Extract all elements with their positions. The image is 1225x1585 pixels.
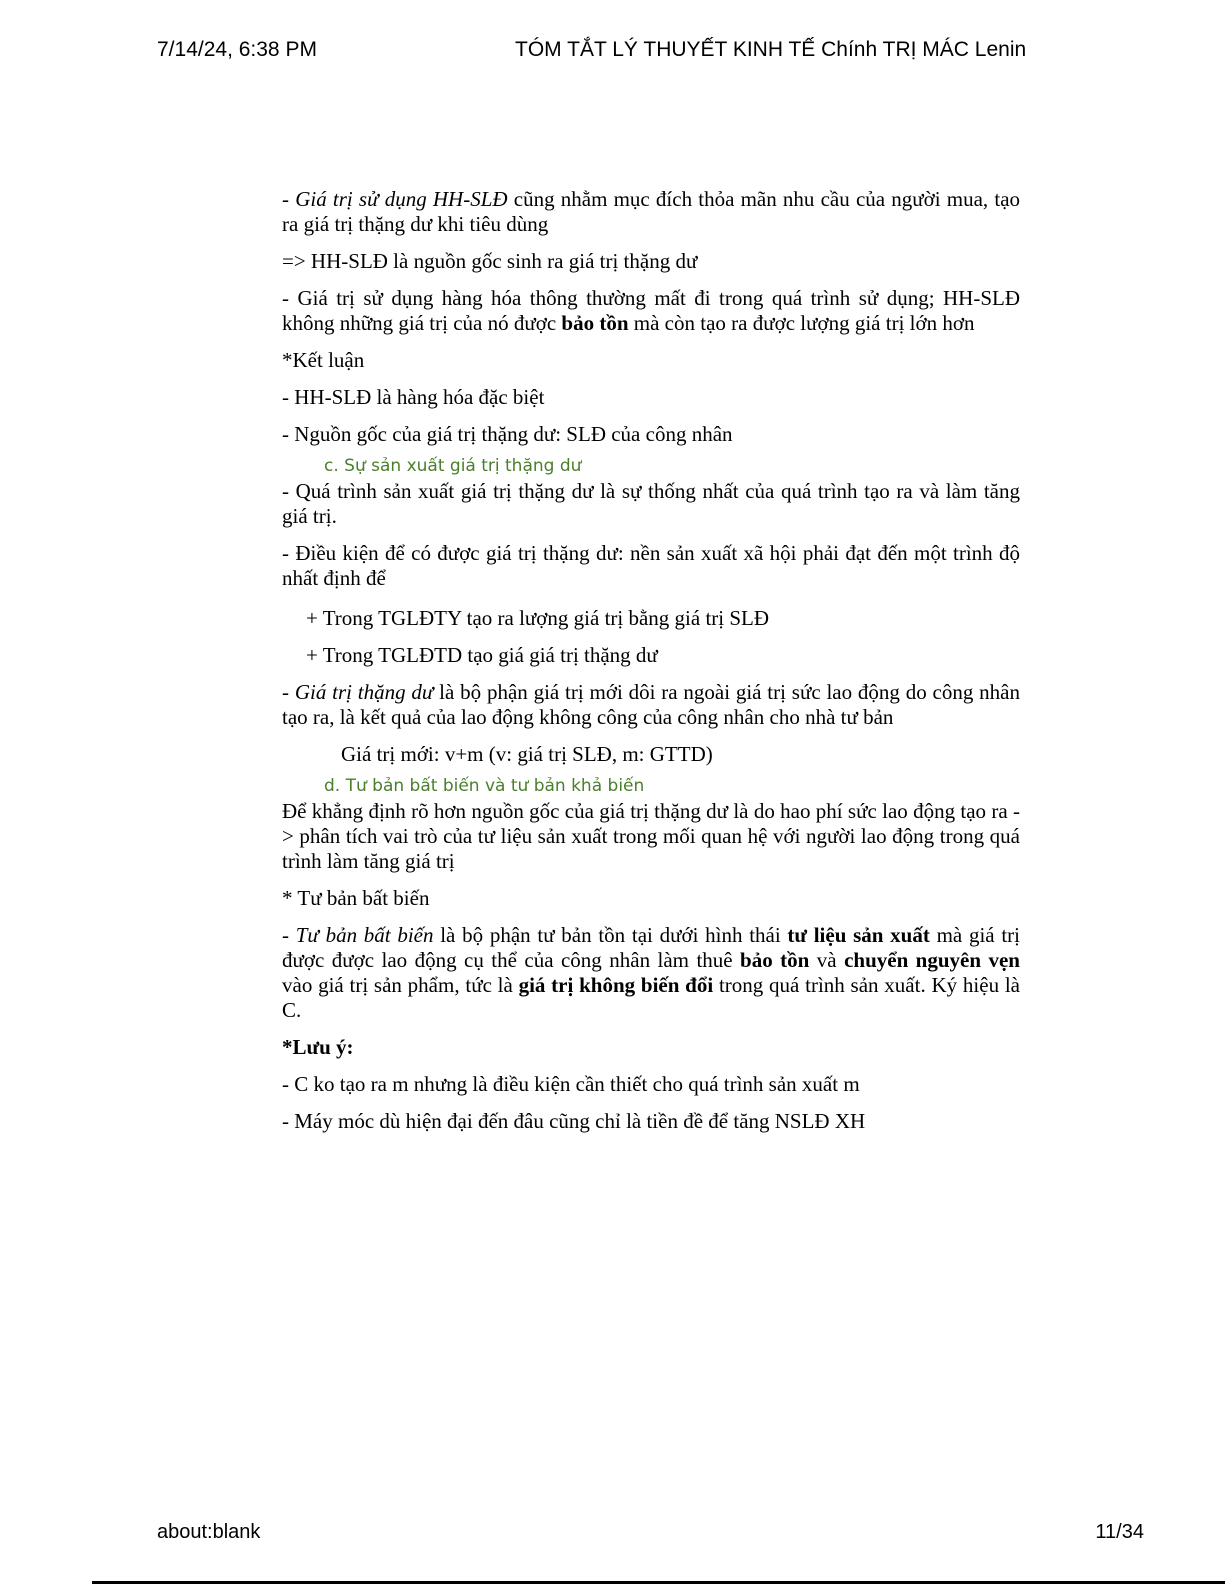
paragraph: - Máy móc dù hiện đại đến đâu cũng chỉ là tiền đề để tăng NSLĐ XH xyxy=(282,1109,866,1133)
footer-url: about:blank xyxy=(157,1521,261,1543)
page-content xyxy=(282,187,1020,1146)
bold-term: bảo tồn xyxy=(561,311,629,335)
paragraph: - Điều kiện để có được giá trị thặng dư: nền sản xuất xã hội phải đạt đến một trình độ nhất định để xyxy=(282,541,1020,590)
paragraph: - HH-SLĐ là hàng hóa đặc biệt xyxy=(282,385,545,409)
bottom-divider xyxy=(92,1581,1225,1584)
paragraph: => HH-SLĐ là nguồn gốc sinh ra giá trị thặng dư xyxy=(282,249,698,273)
paragraph: Để khẳng định rõ hơn nguồn gốc của giá trị thặng dư là do hao phí sức lao động tạo ra -> phân tích vai trò của tư liệu sản xuất trong mối quan hệ với người lao động trong quá trình làm tăng giá trị xyxy=(282,799,1020,873)
italic-term: Giá trị thặng dư xyxy=(294,680,434,704)
paragraph xyxy=(282,1035,1020,1060)
paragraph: + Trong TGLĐTD tạo giá giá trị thặng dư xyxy=(306,643,658,667)
italic-term: Tư bản bất biến xyxy=(295,923,434,947)
bold-term: bảo tồn xyxy=(740,948,810,972)
paragraph: - Giá trị thặng dư là bộ phận giá trị mới dôi ra ngoài giá trị sức lao động do công nhân tạo ra, là kết quả của lao động không công của công nhân cho nhà tư bản xyxy=(282,680,1020,729)
paragraph: * Tư bản bất biến xyxy=(282,886,430,910)
paragraph: - Quá trình sản xuất giá trị thặng dư là sự thống nhất của quá trình tạo ra và làm tăng giá trị. xyxy=(282,479,1020,528)
paragraph: - C ko tạo ra m nhưng là điều kiện cần thiết cho quá trình sản xuất m xyxy=(282,1072,860,1096)
print-date: 7/14/24, 6:38 PM xyxy=(157,38,317,61)
bold-term: giá trị không biến đổi xyxy=(518,973,714,997)
document-title: TÓM TẮT LÝ THUYẾT KINH TẾ Chính TRỊ MÁC Lenin xyxy=(515,38,1027,61)
bold-term: chuyển nguyên vẹn xyxy=(844,948,1020,972)
note-heading: *Lưu ý: xyxy=(282,1035,354,1059)
section-heading-c: c. Sự sản xuất giá trị thặng dư xyxy=(324,456,582,476)
paragraph: *Kết luận xyxy=(282,348,365,372)
paragraph: Giá trị mới: v+m (v: giá trị SLĐ, m: GTTD) xyxy=(341,742,713,766)
paragraph: - Tư bản bất biến là bộ phận tư bản tồn tại dưới hình thái tư liệu sản xuất mà giá trị được được lao động cụ thể của công nhân làm thuê bảo tồn và chuyển nguyên vẹn vào giá trị sản phẩm, tức là giá trị không biến đổi trong quá trình sản xuất. Ký hiệu là C. xyxy=(282,923,1020,1022)
bold-term: tư liệu sản xuất xyxy=(787,923,930,947)
page-number: 11/34 xyxy=(1095,1521,1144,1543)
paragraph: - Nguồn gốc của giá trị thặng dư: SLĐ của công nhân xyxy=(282,422,733,446)
italic-term: Giá trị sử dụng HH-SLĐ xyxy=(295,187,508,211)
paragraph: + Trong TGLĐTY tạo ra lượng giá trị bằng giá trị SLĐ xyxy=(306,606,770,630)
section-heading-d: d. Tư bản bất biến và tư bản khả biến xyxy=(324,776,645,796)
paragraph: - Giá trị sử dụng hàng hóa thông thường mất đi trong quá trình sử dụng; HH-SLĐ không những giá trị của nó được bảo tồn mà còn tạo ra được lượng giá trị lớn hơn xyxy=(282,286,1020,335)
paragraph: - Giá trị sử dụng HH-SLĐ cũng nhằm mục đích thỏa mãn nhu cầu của người mua, tạo ra giá trị thặng dư khi tiêu dùng xyxy=(282,187,1021,236)
